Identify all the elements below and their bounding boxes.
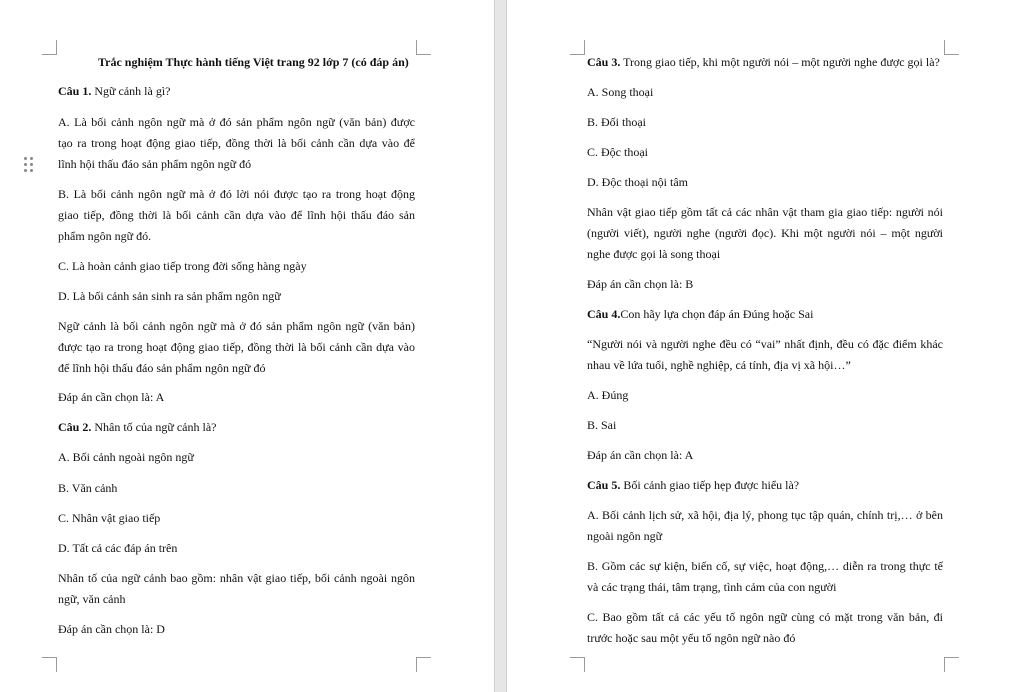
crop-mark-top-left	[570, 40, 585, 55]
q1-option-a-line-2: tạo ra trong hoạt động giao tiếp, đồng thời là bối cảnh cần dựa vào để	[58, 136, 415, 150]
q4-option-b: B. Sai	[587, 418, 617, 432]
question-2-text: Nhân tố của ngữ cảnh là?	[91, 420, 217, 434]
question-3-text: Trong giao tiếp, khi một người nói – một người nghe được gọi là?	[620, 55, 940, 69]
q5-option-a-line-1: A. Bối cảnh lịch sử, xã hội, địa lý, phong tục tập quán, chính trị,… ở bên	[587, 508, 943, 522]
paragraph-drag-handle-icon[interactable]	[24, 157, 34, 173]
q3-explanation-line-3: nghe được gọi là song thoại	[587, 247, 721, 261]
crop-mark-bottom-right	[416, 657, 431, 672]
q1-option-c: C. Là hoàn cảnh giao tiếp trong đời sống hàng ngày	[58, 259, 307, 273]
question-4-label: Câu 4.	[587, 307, 621, 321]
q5-option-a-line-2: ngoài ngôn ngữ	[587, 529, 663, 543]
q1-explanation-line-2: được tạo ra trong hoạt động giao tiếp, đồng thời là bối cảnh cần dựa vào	[58, 340, 415, 354]
q2-explanation-line-1: Nhân tố của ngữ cảnh bao gồm: nhân vật giao tiếp, bối cảnh ngoài ngôn	[58, 571, 415, 585]
question-5	[587, 478, 799, 493]
q1-option-d: D. Là bối cảnh sản sinh ra sản phẩm ngôn ngữ	[58, 289, 281, 303]
q1-option-a-line-3: lĩnh hội thấu đáo sản phẩm ngôn ngữ đó	[58, 157, 252, 171]
question-4	[587, 307, 813, 322]
q1-answer: Đáp án cần chọn là: A	[58, 390, 165, 404]
question-4-text: Con hãy lựa chọn đáp án Đúng hoặc Sai	[620, 307, 814, 321]
document-page-right	[507, 0, 1012, 692]
question-5-label: Câu 5.	[587, 478, 621, 492]
q5-option-c-line-1: C. Bao gồm tất cả các yếu tố ngôn ngữ cùng có mặt trong văn bản, đi	[587, 610, 943, 624]
page-gap	[494, 0, 507, 692]
q1-explanation-line-1: Ngữ cảnh là bối cảnh ngôn ngữ mà ở đó sản phẩm ngôn ngữ (văn bản)	[58, 319, 415, 333]
document-title: Trắc nghiệm Thực hành tiếng Việt trang 92 lớp 7 (có đáp án)	[98, 55, 409, 69]
q4-answer: Đáp án cần chọn là: A	[587, 448, 694, 462]
q5-option-c-line-2: trước hoặc sau một yếu tố ngôn ngữ nào đó	[587, 631, 796, 645]
q2-option-c: C. Nhân vật giao tiếp	[58, 511, 161, 525]
q1-option-b-line-2: giao tiếp, đồng thời là bối cảnh cần dựa vào để lĩnh hội thấu đáo sản	[58, 208, 415, 222]
q1-explanation-line-3: để lĩnh hội thấu đáo sản phẩm ngôn ngữ đó	[58, 361, 266, 375]
q2-option-d: D. Tất cả các đáp án trên	[58, 541, 178, 555]
q2-option-b: B. Văn cảnh	[58, 481, 118, 495]
q3-explanation-line-2: (người viết), người nghe (người đọc). Khi một người nói – một người	[587, 226, 943, 240]
q1-option-b-line-1: B. Là bối cảnh ngôn ngữ mà ở đó lời nói được tạo ra trong hoạt động	[58, 187, 415, 201]
question-2-label: Câu 2.	[58, 420, 92, 434]
q2-option-a: A. Bối cảnh ngoài ngôn ngữ	[58, 450, 194, 464]
q3-explanation-line-1: Nhân vật giao tiếp gồm tất cả các nhân vật tham gia giao tiếp: người nói	[587, 205, 943, 219]
q3-option-c: C. Độc thoại	[587, 145, 648, 159]
question-2	[58, 420, 216, 435]
q4-quote-line-2: nhau về lứa tuổi, nghề nghiệp, cá tính, địa vị xã hội…”	[587, 358, 851, 372]
crop-mark-bottom-left	[570, 657, 585, 672]
question-5-text: Bối cảnh giao tiếp hẹp được hiểu là?	[620, 478, 800, 492]
crop-mark-bottom-right	[944, 657, 959, 672]
question-1-text: Ngữ cảnh là gì?	[91, 84, 171, 98]
crop-mark-bottom-left	[42, 657, 57, 672]
q4-quote-line-1: “Người nói và người nghe đều có “vai” nhất định, đều có đặc điểm khác	[587, 337, 943, 351]
q2-explanation-line-2: ngữ, văn cảnh	[58, 592, 126, 606]
document-page-left	[0, 0, 494, 692]
crop-mark-top-right	[944, 40, 959, 55]
q1-option-b-line-3: phẩm ngôn ngữ đó.	[58, 229, 152, 243]
q2-answer: Đáp án cần chọn là: D	[58, 622, 165, 636]
q5-option-b-line-1: B. Gồm các sự kiện, biến cố, sự việc, hoạt động,… diễn ra trong thực tế	[587, 559, 943, 573]
question-1	[58, 84, 171, 99]
q3-answer: Đáp án cần chọn là: B	[587, 277, 694, 291]
q4-option-a: A. Đúng	[587, 388, 629, 402]
q3-option-a: A. Song thoại	[587, 85, 654, 99]
question-3	[587, 55, 940, 70]
q1-option-a-line-1: A. Là bối cảnh ngôn ngữ mà ở đó sản phẩm ngôn ngữ (văn bản) được	[58, 115, 415, 129]
question-3-label: Câu 3.	[587, 55, 621, 69]
q3-option-b: B. Đối thoại	[587, 115, 646, 129]
q3-option-d: D. Độc thoại nội tâm	[587, 175, 688, 189]
crop-mark-top-right	[416, 40, 431, 55]
crop-mark-top-left	[42, 40, 57, 55]
q5-option-b-line-2: và các trạng thái, tâm trạng, tình cảm của con người	[587, 580, 837, 594]
question-1-label: Câu 1.	[58, 84, 92, 98]
